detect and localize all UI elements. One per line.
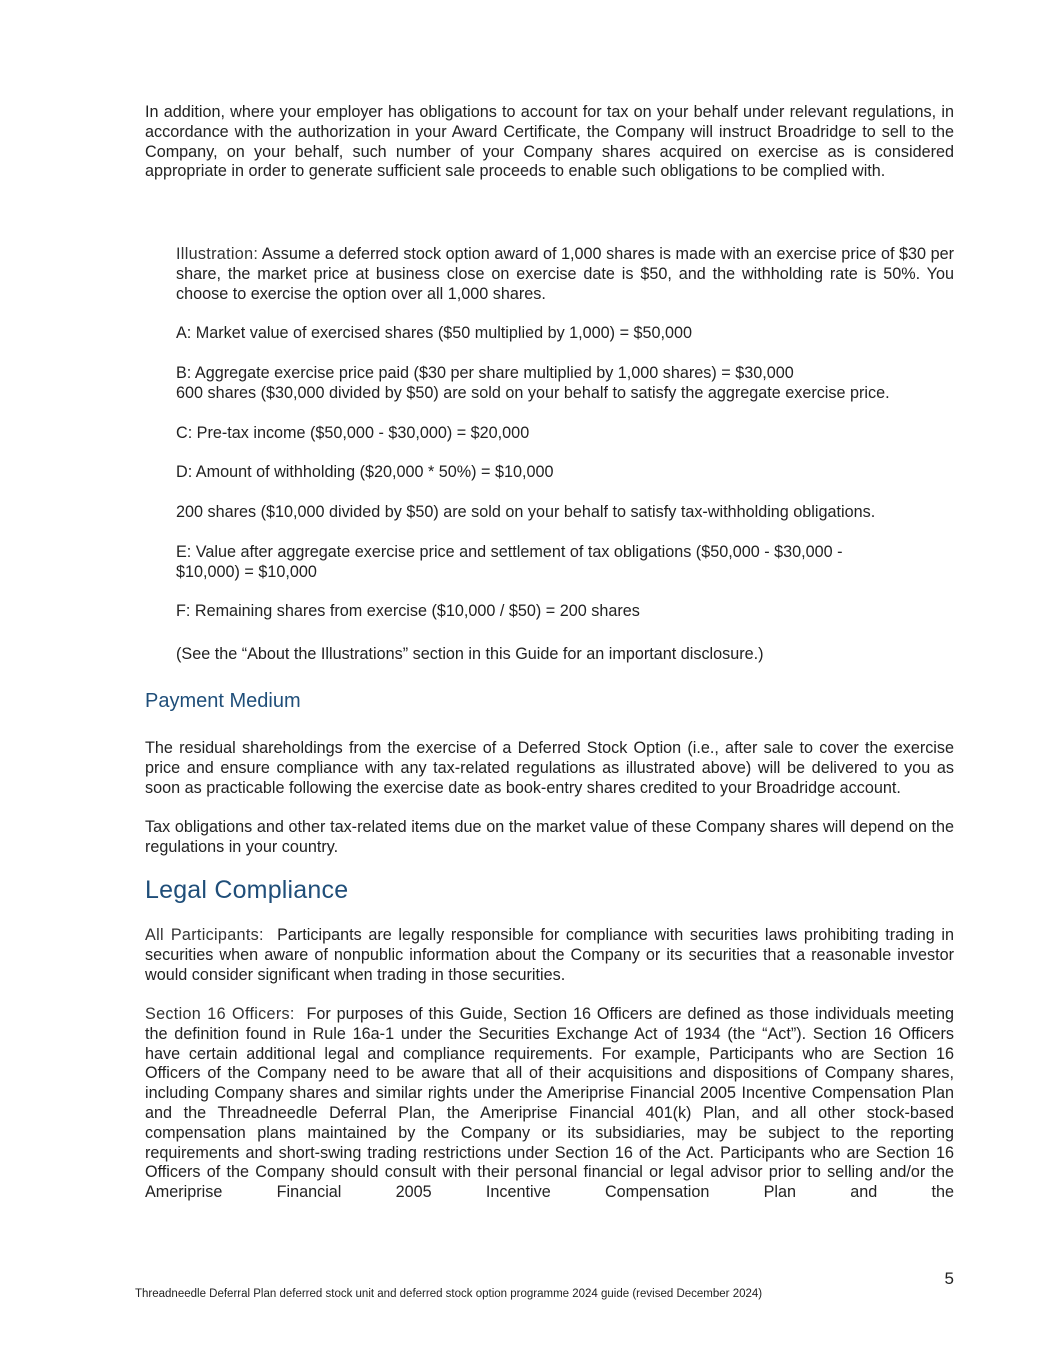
page-footer: Threadneedle Deferral Plan deferred stock unit and deferred stock option programme 2024 guide (revised December 2024) — [135, 1288, 763, 1300]
all-participants-label: All Participants: — [145, 926, 264, 944]
all-participants-paragraph — [145, 926, 954, 985]
illustration-line-e-2: $10,000) = $10,000 — [176, 563, 317, 581]
section16-label: Section 16 Officers: — [145, 1005, 295, 1023]
illustration-line-c: C: Pre-tax income ($50,000 - $30,000) = $20,000 — [176, 424, 530, 442]
page-number: 5 — [944, 1269, 954, 1288]
payment-medium-heading: Payment Medium — [145, 690, 301, 712]
illustration-line-d-note: 200 shares ($10,000 divided by $50) are sold on your behalf to satisfy tax-withholding obligations. — [176, 503, 876, 521]
payment-medium-paragraph-1: The residual shareholdings from the exercise of a Deferred Stock Option (i.e., after sale to cover the exercise price and ensure compliance with any tax-related regulations as illustrated above) will be delivered to you as soon as practicable following the exercise date as book-entry shares credited to your Broadridge account. — [145, 739, 954, 797]
illustration-disclosure: (See the “About the Illustrations” section in this Guide for an important disclosure.) — [176, 645, 764, 663]
illustration-line-f: F: Remaining shares from exercise ($10,000 / $50) = 200 shares — [176, 602, 640, 620]
legal-compliance-heading: Legal Compliance — [145, 876, 349, 904]
illustration-label: Illustration: — [176, 245, 259, 263]
illustration-line-b: B: Aggregate exercise price paid ($30 per share multiplied by 1,000 shares) = $30,000 — [176, 364, 794, 382]
all-participants-text: Participants are legally responsible for compliance with securities laws prohibiting trading in securities when aware of nonpublic information about the Company or its securities that a reasonable investor would consider significant when trading in those securities. — [145, 926, 954, 984]
illustration-line-d: D: Amount of withholding ($20,000 * 50%) = $10,000 — [176, 463, 554, 481]
section16-paragraph — [145, 1005, 954, 1203]
illustration-line-a: A: Market value of exercised shares ($50 multiplied by 1,000) = $50,000 — [176, 324, 693, 342]
illustration-line-b-note: 600 shares ($30,000 divided by $50) are sold on your behalf to satisfy the aggregate exercise price. — [176, 384, 890, 402]
illustration-intro-text: Assume a deferred stock option award of 1,000 shares is made with an exercise price of $30 per share, the market price at business close on exercise date is $50, and the withholding rate is 50%. You choose to exercise the option over all 1,000 shares. — [176, 245, 954, 303]
illustration-intro — [176, 245, 954, 304]
section16-text: For purposes of this Guide, Section 16 Officers are defined as those individuals meeting the definition found in Rule 16a-1 under the Securities Exchange Act of 1934 (the “Act”). Section 16 Officers have certain additional legal and compliance requirements. For example, Participants who are Section 16 Officers of the Company need to be aware that all of their acquisitions and dispositions of Company shares, including Company shares and similar rights under the Ameriprise Financial 2005 Incentive Compensation Plan and the Threadneedle Deferral Plan, the Ameriprise Financial 401(k) Plan, and all other stock-based compensation plans maintained by the Company or its subsidiaries, may be subject to the reporting requirements and short-swing trading restrictions under Section 16 of the Act. Participants who are Section 16 Officers of the Company should consult with their personal financial or legal advisor prior to selling and/or the Ameriprise Financial 2005 Incentive Compensation Plan and the — [145, 1005, 955, 1202]
payment-medium-paragraph-2: Tax obligations and other tax-related items due on the market value of these Company shares will depend on the regulations in your country. — [145, 818, 954, 856]
illustration-line-e-1: E: Value after aggregate exercise price and settlement of tax obligations ($50,000 - $30,000 - — [176, 543, 843, 561]
intro-paragraph: In addition, where your employer has obligations to account for tax on your behalf under relevant regulations, in accordance with the authorization in your Award Certificate, the Company will instruct Broadridge to sell to the Company, on your behalf, such number of your Company shares acquired on exercise as is considered appropriate in order to generate sufficient sale proceeds to enable such obligations to be complied with. — [145, 103, 954, 181]
